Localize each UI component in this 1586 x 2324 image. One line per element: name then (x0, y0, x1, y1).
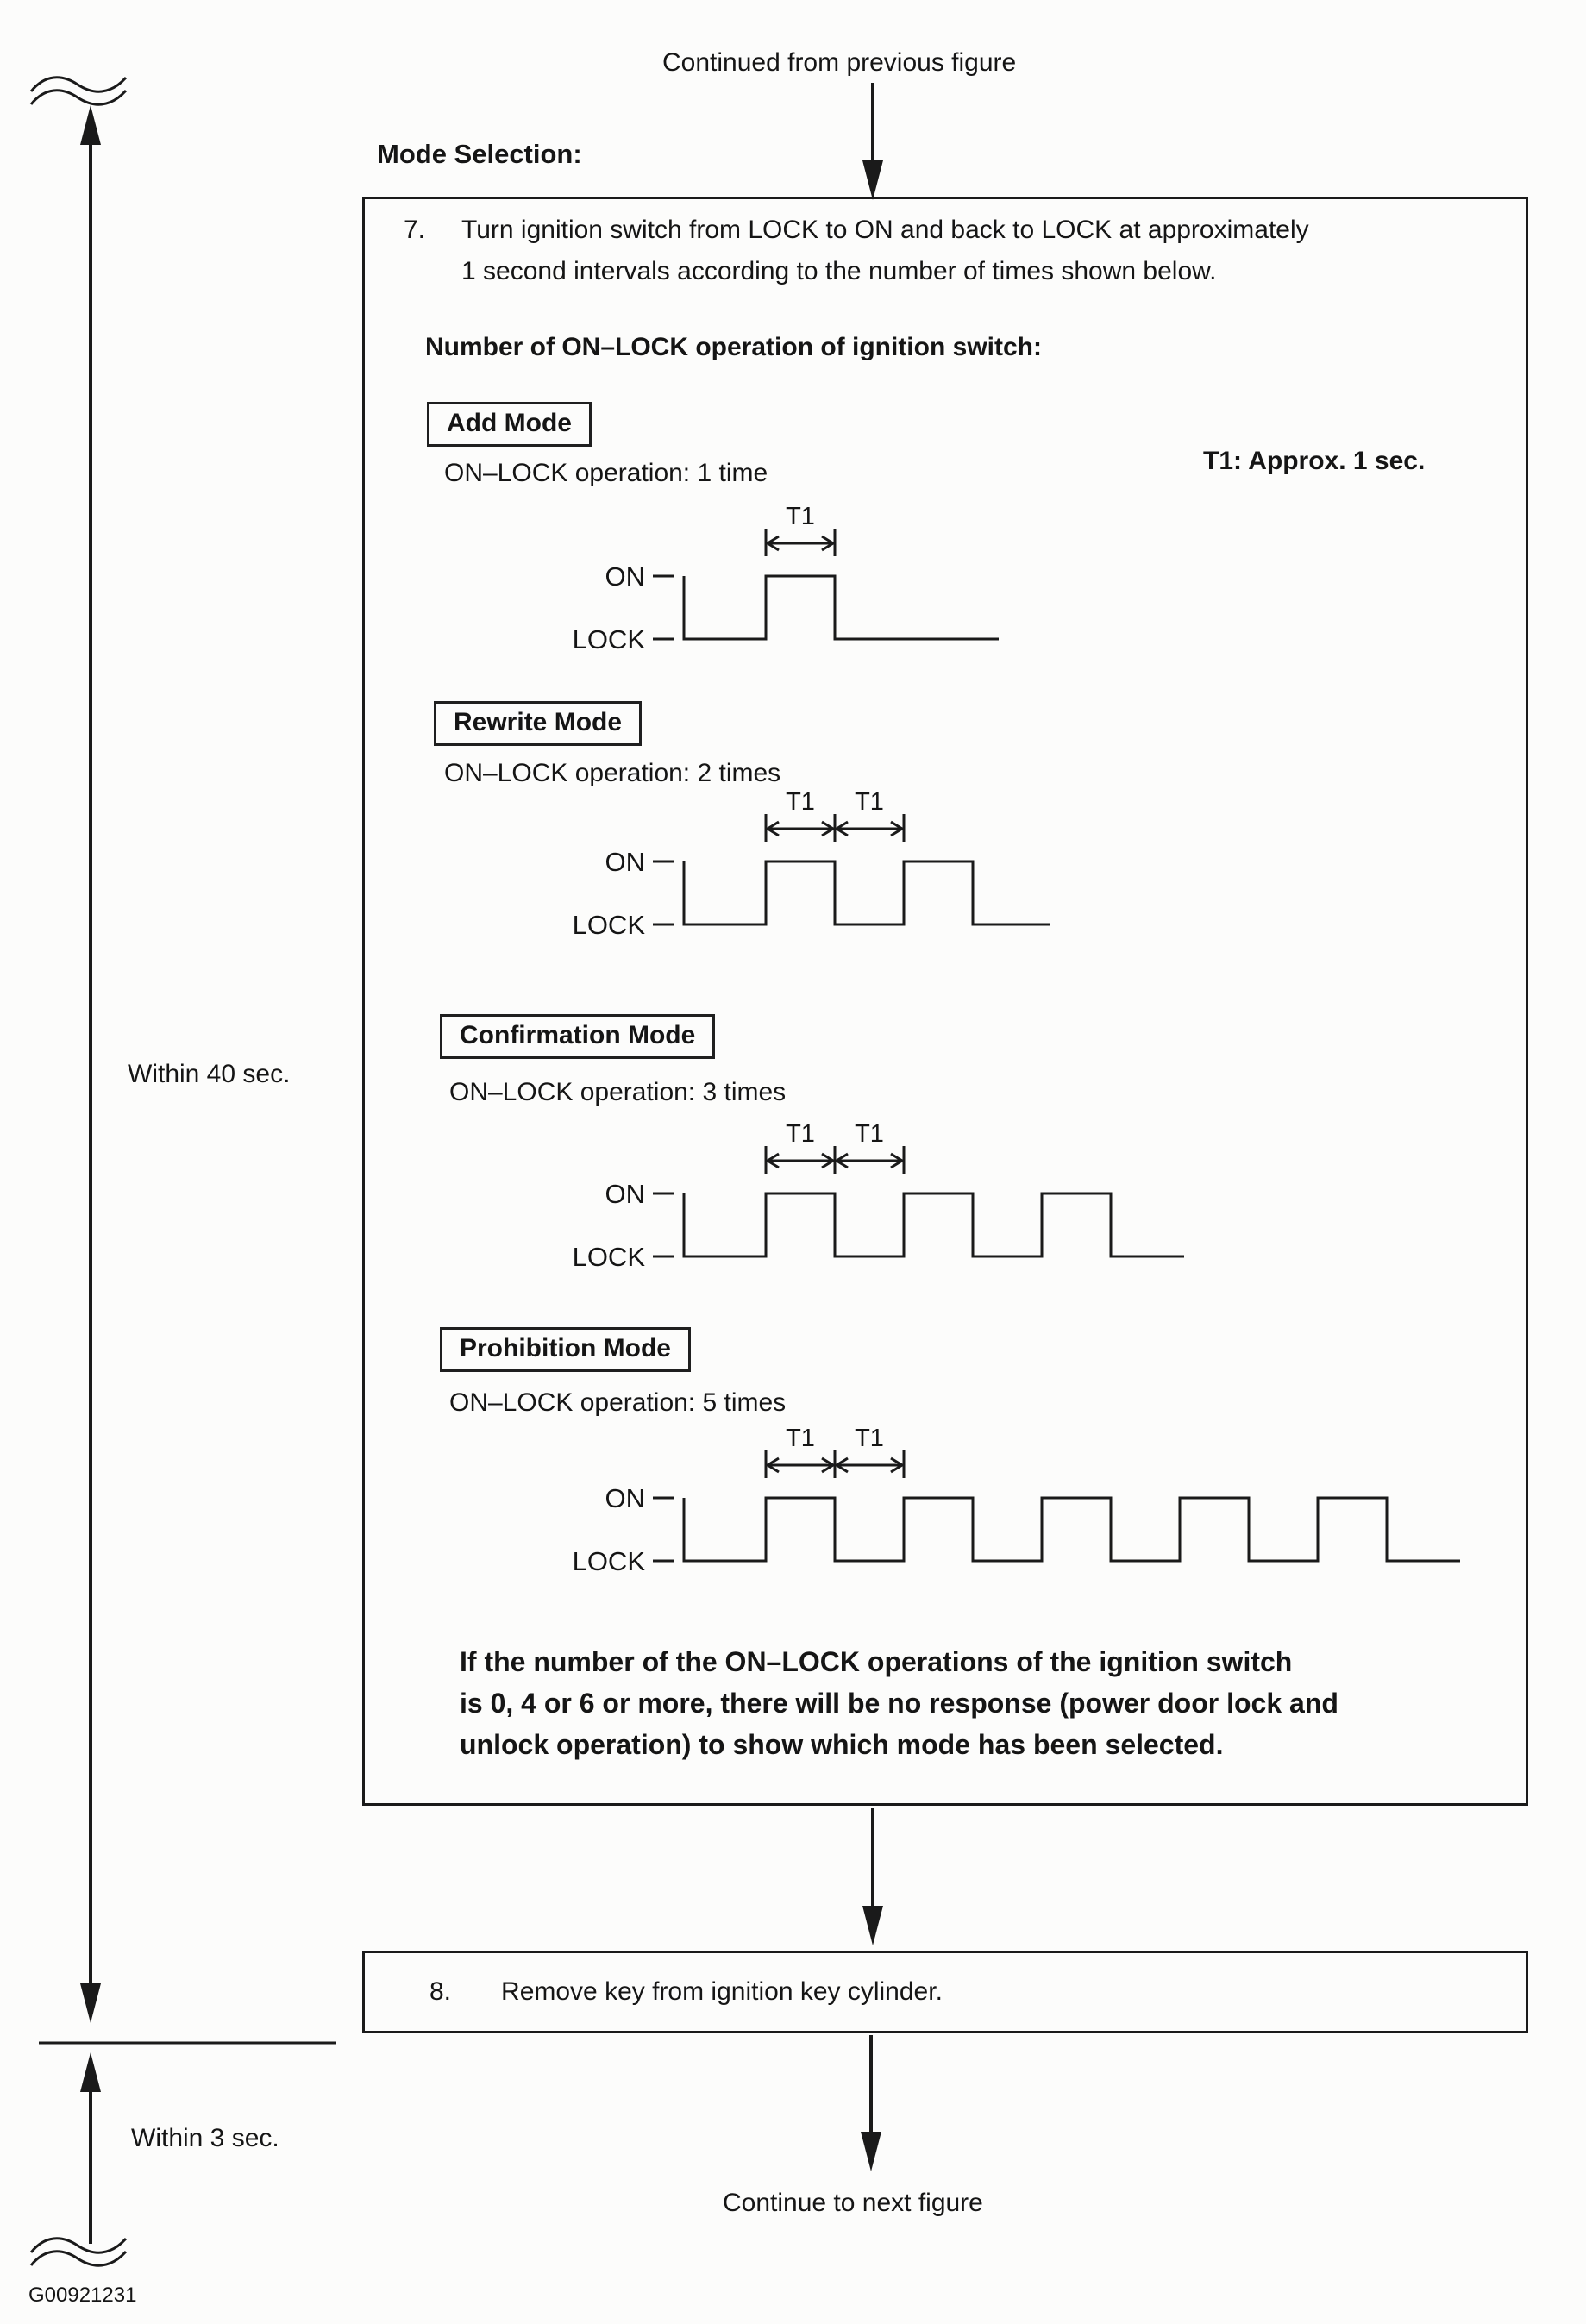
break-symbol-top (31, 78, 126, 104)
mode-label-rewrite: Rewrite Mode (434, 701, 642, 746)
mode-operation-confirmation: ON–LOCK operation: 3 times (449, 1078, 787, 1106)
svg-text:T1: T1 (855, 1425, 884, 1452)
mode-selection-heading: Mode Selection: (377, 139, 582, 169)
svg-text:T1: T1 (786, 788, 815, 816)
no-response-note-line3: unlock operation) to show which mode has been selected. (460, 1729, 1224, 1760)
figure-id: G00921231 (28, 2283, 137, 2307)
svg-text:T1: T1 (786, 1120, 815, 1148)
timeline-40sec-arrow (80, 105, 101, 2023)
svg-text:ON: ON (605, 1179, 645, 1209)
within-40-sec-label: Within 40 sec. (128, 1060, 291, 1088)
within-3-sec-label: Within 3 sec. (131, 2124, 279, 2152)
waveform-rewrite-mode (563, 775, 1050, 948)
mode-operation-prohibition: ON–LOCK operation: 5 times (449, 1388, 787, 1417)
no-response-note-line2: is 0, 4 or 6 or more, there will be no response (power door lock and (460, 1688, 1338, 1719)
svg-text:T1: T1 (855, 1120, 884, 1148)
mode-operation-rewrite: ON–LOCK operation: 2 times (444, 759, 781, 787)
on-lock-subheading: Number of ON–LOCK operation of ignition switch: (425, 333, 1042, 361)
t1-definition-note: T1: Approx. 1 sec. (1203, 447, 1426, 475)
bottom-continuation-note: Continue to next figure (723, 2189, 983, 2217)
flow-arrow-middle (862, 1808, 883, 1945)
svg-text:LOCK: LOCK (572, 1546, 645, 1576)
mode-selection-box (362, 197, 1528, 1806)
svg-text:ON: ON (605, 561, 645, 592)
mode-label-confirmation: Confirmation Mode (440, 1014, 715, 1059)
step7-text-line2: 1 second intervals according to the number of times shown below. (461, 257, 1217, 285)
waveform-confirmation-mode (563, 1107, 1184, 1280)
waveform-prohibition-mode (563, 1412, 1460, 1584)
mode-label-add: Add Mode (427, 402, 592, 447)
svg-text:LOCK: LOCK (572, 1242, 645, 1272)
timeline-3sec-arrow (80, 2052, 101, 2244)
no-response-note-line1: If the number of the ON–LOCK operations of the ignition switch (460, 1646, 1293, 1677)
mode-operation-add: ON–LOCK operation: 1 time (444, 459, 768, 487)
svg-text:T1: T1 (786, 503, 815, 530)
step7-text-line1: Turn ignition switch from LOCK to ON and back to LOCK at approximately (461, 216, 1309, 244)
flow-arrow-top (862, 83, 883, 200)
svg-text:ON: ON (605, 847, 645, 877)
mode-label-prohibition: Prohibition Mode (440, 1327, 691, 1372)
svg-text:T1: T1 (786, 1425, 815, 1452)
top-continuation-note: Continued from previous figure (662, 48, 1017, 77)
step7-number: 7. (404, 216, 426, 244)
svg-text:LOCK: LOCK (572, 624, 645, 655)
break-symbol-bottom (31, 2239, 126, 2265)
step8-number: 8. (429, 1977, 452, 2006)
waveform-add-mode (563, 490, 999, 662)
step8-box (362, 1951, 1528, 2033)
svg-text:T1: T1 (855, 788, 884, 816)
svg-text:ON: ON (605, 1483, 645, 1513)
step8-text: Remove key from ignition key cylinder. (501, 1977, 943, 2006)
svg-text:LOCK: LOCK (572, 910, 645, 940)
flow-arrow-bottom (861, 2035, 881, 2171)
